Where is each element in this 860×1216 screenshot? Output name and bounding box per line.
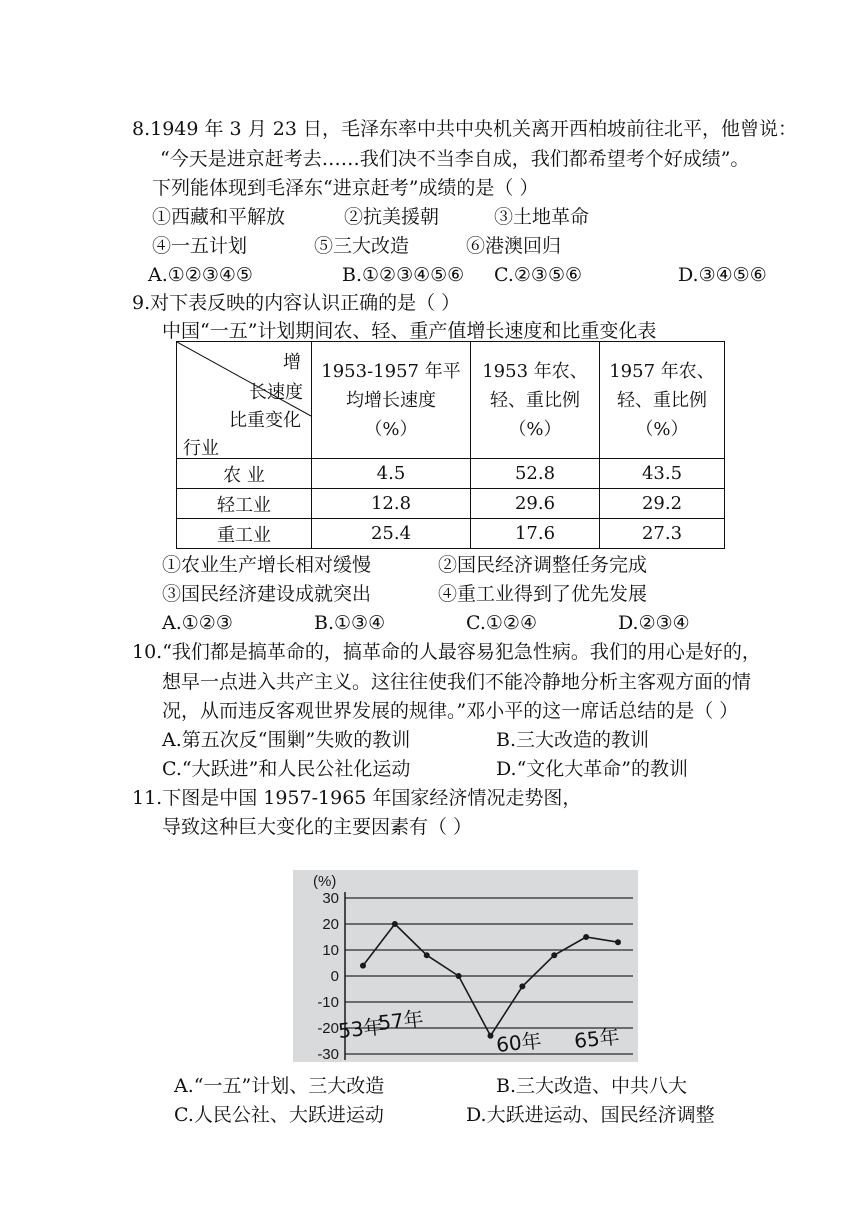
cell: 27.3 [600,519,725,549]
q9-option-c[interactable]: C.①②④ [466,612,537,634]
column-header-line: 轻、重比例 [490,389,580,411]
q10-stem-line3: 况，从而违反客观世界发展的规律。”邓小平的这一席话总结的是（ ） [162,700,739,722]
chart-data-point [456,973,462,979]
chart-svg [293,870,638,1062]
table-row [177,519,725,549]
table-row [177,459,725,489]
table-diagonal-header [177,342,312,459]
chart-data-point [488,1033,494,1039]
chart-y-tick-label: 30 [322,890,339,907]
q11-option-a[interactable]: A.“一五”计划、三大改造 [174,1075,385,1097]
q9-stem: 9.对下表反映的内容认识正确的是（ ） [132,292,461,314]
cell: 25.4 [312,519,471,549]
chart-y-tick-label: 0 [330,968,339,985]
q8-item: ②抗美援朝 [344,206,440,228]
chart-y-tick-label: -20 [317,1020,339,1037]
column-header-line: 1953-1957 年平 [321,360,461,382]
q9-option-d[interactable]: D.②③④ [618,612,690,634]
row-name: 重工业 [177,519,312,549]
q11-stem-line2: 导致这种巨大变化的主要因素有（ ） [162,816,473,838]
chart-handwritten-label: 65年 [573,1024,621,1053]
column-header-line: 轻、重比例 [617,389,707,411]
q11-option-d[interactable]: D.大跃进运动、国民经济调整 [466,1104,715,1126]
column-header-line: 1953 年农、 [482,360,588,382]
economy-trend-chart [293,870,638,1062]
q8-item: ③土地革命 [494,206,590,228]
q9-option-a[interactable]: A.①②③ [162,612,233,634]
q10-stem-line2: 想早一点进入共产主义。这往往使我们不能冷静地分析主客观方面的情 [162,671,752,693]
cell: 29.2 [600,489,725,519]
q10-option-a[interactable]: A.第五次反“围剿”失败的教训 [162,729,411,751]
column-header-line: 均增长速度 [346,389,436,411]
q9-table-title: 中国“一五”计划期间农、轻、重产值增长速度和比重变化表 [162,320,657,342]
q8-item: ④一五计划 [152,235,248,257]
chart-data-point [519,983,525,989]
chart-data-point [615,939,621,945]
cell: 52.8 [471,459,600,489]
chart-data-point [392,921,398,927]
q11-stem-line1: 11.下图是中国 1957-1965 年国家经济情况走势图， [132,787,582,809]
q9-data-table [176,341,725,549]
q8-item: ①西藏和平解放 [152,206,286,228]
table-row [177,489,725,519]
chart-handwritten-label: 57年 [377,1006,425,1035]
q10-option-d[interactable]: D.“文化大革命”的教训 [496,758,689,780]
header-label: 长速度 [249,382,303,403]
cell: 17.6 [471,519,600,549]
q8-item: ⑥港澳回归 [466,235,562,257]
chart-unit-label: (%) [313,873,337,890]
q9-item: ②国民经济调整任务完成 [438,554,648,576]
chart-data-point [424,952,430,958]
header-label: 增 [283,352,301,373]
header-label: 行业 [183,438,219,459]
q9-item: ①农业生产增长相对缓慢 [162,554,372,576]
cell: 43.5 [600,459,725,489]
chart-y-tick-label: -10 [317,994,339,1011]
chart-handwritten-label: 60年 [495,1028,543,1057]
column-header [600,342,725,459]
q8-option-c[interactable]: C.②③⑤⑥ [494,264,583,286]
chart-y-tick-label: 10 [322,942,339,959]
chart-handwritten-label: 53年 [337,1014,385,1043]
column-header-line: 1957 年农、 [609,360,715,382]
q11-option-b[interactable]: B.三大改造、中共八大 [496,1075,688,1097]
header-label: 比重变化 [229,410,301,431]
q10-stem-line1: 10.“我们都是搞革命的，搞革命的人最容易犯急性病。我们的用心是好的， [132,641,761,663]
row-name: 轻工业 [177,489,312,519]
q8-stem-line3: 下列能体现到毛泽东“进京赶考”成绩的是（ ） [152,177,539,199]
q8-option-d[interactable]: D.③④⑤⑥ [678,264,767,286]
q8-option-b[interactable]: B.①②③④⑤⑥ [342,264,465,286]
q8-stem-line1: 8.1949 年 3 月 23 日，毛泽东率中共中央机关离开西柏坡前往北平，他曾说： [132,118,797,140]
q10-option-c[interactable]: C.“大跃进”和人民公社化运动 [162,758,411,780]
chart-y-tick-label: 20 [322,916,339,933]
q8-item: ⑤三大改造 [314,235,410,257]
cell: 4.5 [312,459,471,489]
chart-data-point [360,963,366,969]
q8-option-a[interactable]: A.①②③④⑤ [148,264,253,286]
column-header [471,342,600,459]
q8-stem-line2: “今天是进京赶考去……我们决不当李自成，我们都希望考个好成绩”。 [160,148,750,170]
chart-data-point [551,952,557,958]
q9-item: ④重工业得到了优先发展 [438,583,648,605]
column-header-line: （%） [508,418,562,440]
cell: 29.6 [471,489,600,519]
column-header [312,342,471,459]
column-header-line: （%） [635,418,689,440]
chart-data-point [583,934,589,940]
chart-y-tick-label: -30 [317,1046,339,1062]
column-header-line: （%） [364,418,418,440]
q10-option-b[interactable]: B.三大改造的教训 [496,729,650,751]
cell: 12.8 [312,489,471,519]
q11-option-c[interactable]: C.人民公社、大跃进运动 [174,1104,384,1126]
row-name: 农 业 [177,459,312,489]
q9-item: ③国民经济建设成就突出 [162,583,372,605]
q9-option-b[interactable]: B.①③④ [314,612,386,634]
